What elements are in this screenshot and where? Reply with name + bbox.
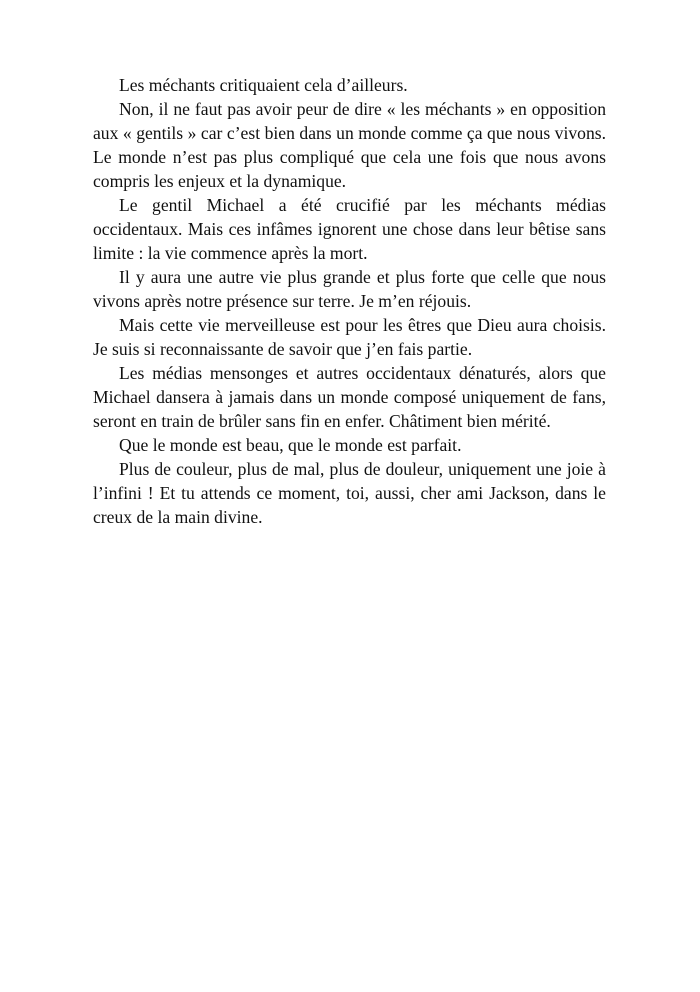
- paragraph-1: Les méchants critiquaient cela d’ailleurs.: [119, 75, 408, 95]
- paragraph-4: Il y aura une autre vie plus grande et plus forte que celle que nous vivons après notre présence sur terre. Je m’en réjouis.: [93, 267, 606, 311]
- paragraph-6: Les médias mensonges et autres occidentaux dénaturés, alors que Michael dansera à jamais dans un monde composé uniquement de fans, seront en train de brûler sans fin en enfer. Châtiment bien mérité.: [93, 363, 606, 431]
- body-text: [93, 73, 606, 529]
- paragraph-7: Que le monde est beau, que le monde est parfait.: [119, 435, 462, 455]
- paragraph-8: Plus de couleur, plus de mal, plus de douleur, uniquement une joie à l’infini ! Et tu attends ce moment, toi, aussi, cher ami Jackson, dans le creux de la main divine.: [93, 459, 606, 527]
- paragraph-2: Non, il ne faut pas avoir peur de dire « les méchants » en opposition aux « gentils » car c’est bien dans un monde comme ça que nous vivons. Le monde n’est pas plus compliqué que cela une fois que nous avons compris les enjeux et la dynamique.: [93, 99, 606, 191]
- paragraph-3: Le gentil Michael a été crucifié par les méchants médias occidentaux. Mais ces infâmes ignorent une chose dans leur bêtise sans limite : la vie commence après la mort.: [93, 195, 606, 263]
- paragraph-5: Mais cette vie merveilleuse est pour les êtres que Dieu aura choisis. Je suis si reconnaissante de savoir que j’en fais partie.: [93, 315, 606, 359]
